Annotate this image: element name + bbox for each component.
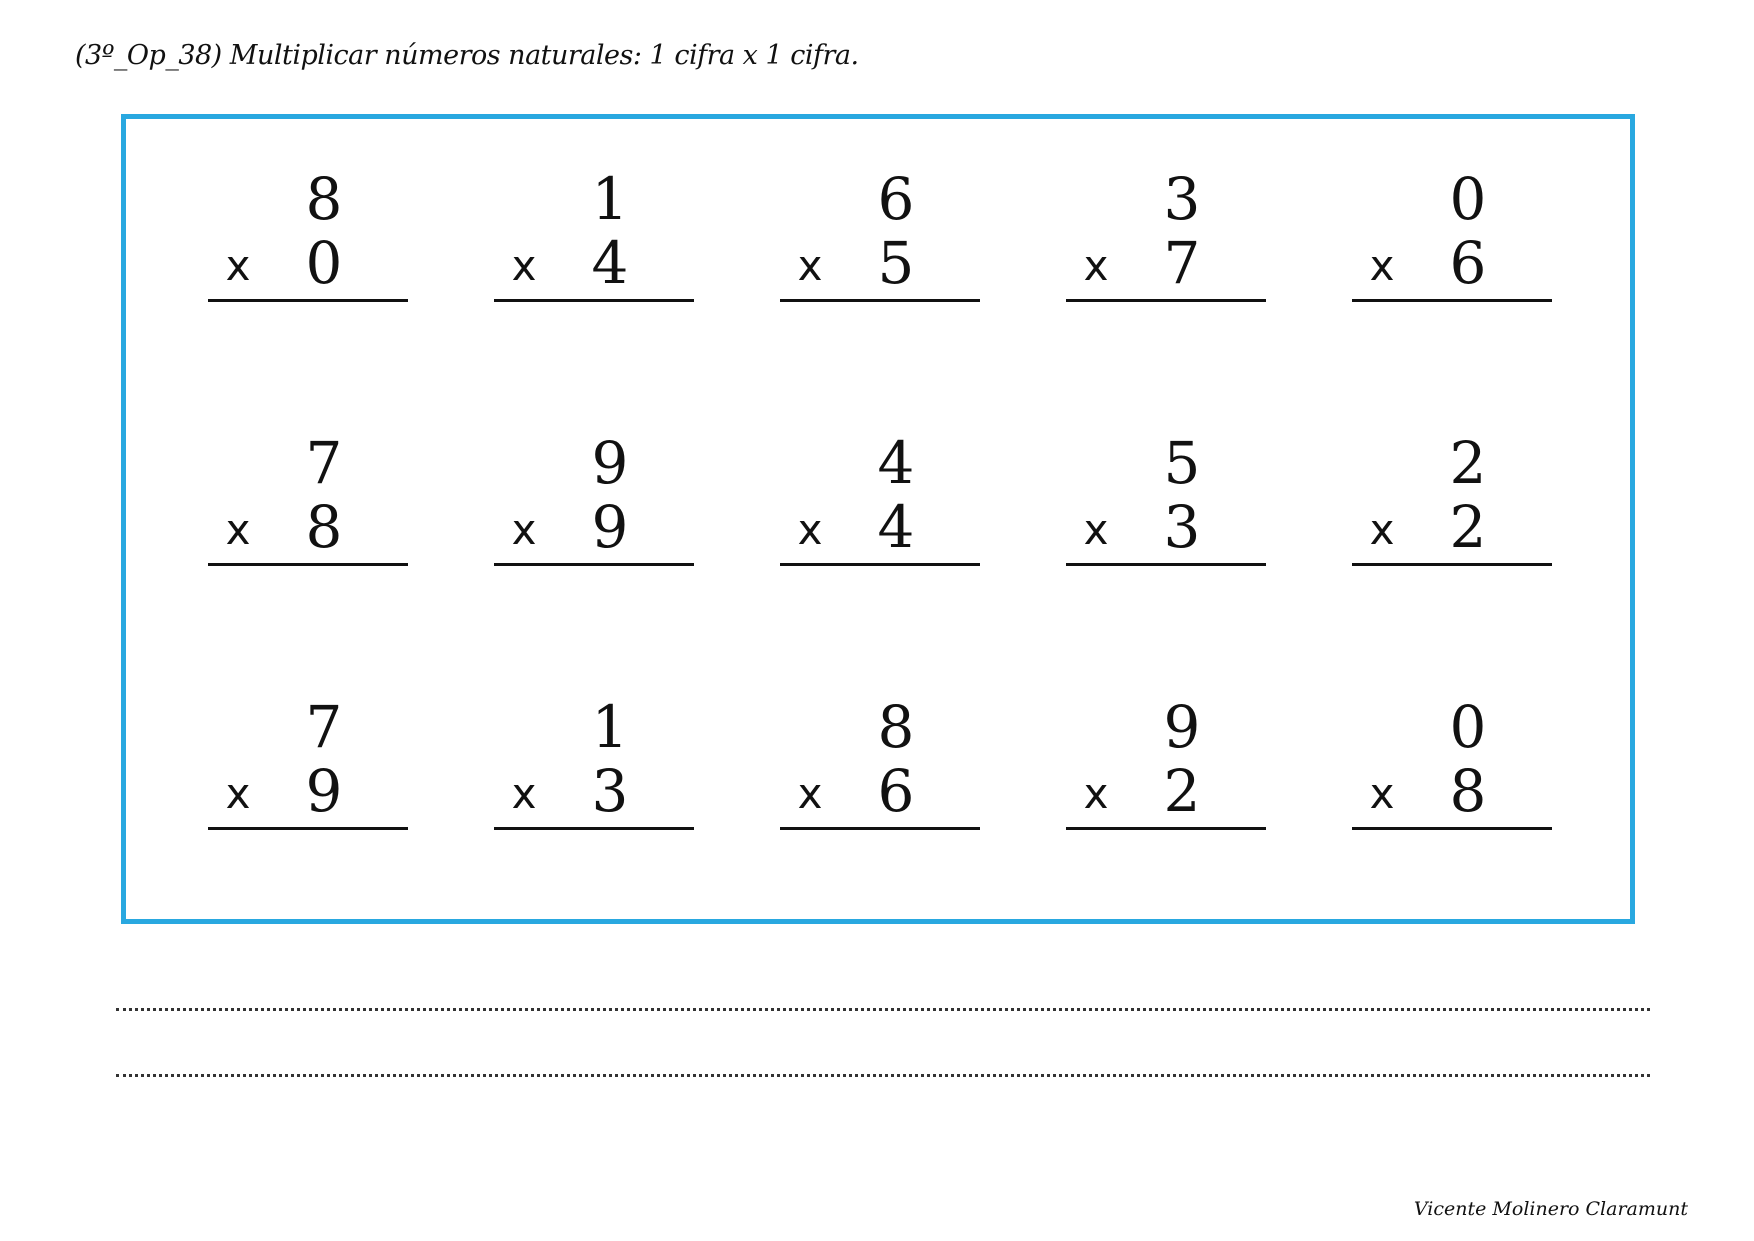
author-signature: Vicente Molinero Claramunt xyxy=(1413,1198,1688,1220)
multiplier: 8 xyxy=(305,493,343,561)
multiplier: 0 xyxy=(305,229,343,297)
multiplier: 4 xyxy=(591,229,629,297)
writing-line-1[interactable] xyxy=(116,1008,1650,1011)
problem-r1-c5 xyxy=(1352,167,1552,307)
answer-line[interactable] xyxy=(1352,827,1552,830)
problem-r2-c1 xyxy=(208,431,408,571)
answer-line[interactable] xyxy=(780,563,980,566)
problem-r3-c1 xyxy=(208,695,408,835)
multiplier: 9 xyxy=(591,493,629,561)
writing-line-2[interactable] xyxy=(116,1074,1650,1077)
multiplicand: 2 xyxy=(1449,429,1487,497)
times-sign: x xyxy=(1369,769,1395,818)
problem-r2-c5 xyxy=(1352,431,1552,571)
times-sign: x xyxy=(797,769,823,818)
answer-line[interactable] xyxy=(1066,563,1266,566)
problem-r2-c2 xyxy=(494,431,694,571)
times-sign: x xyxy=(1083,505,1109,554)
worksheet-title: (3º_Op_38) Multiplicar números naturales: 1 cifra x 1 cifra. xyxy=(75,40,859,71)
times-sign: x xyxy=(225,769,251,818)
times-sign: x xyxy=(511,241,537,290)
answer-line[interactable] xyxy=(208,299,408,302)
problem-r1-c4 xyxy=(1066,167,1266,307)
multiplier: 8 xyxy=(1449,757,1487,825)
multiplicand: 9 xyxy=(591,429,629,497)
times-sign: x xyxy=(1083,241,1109,290)
multiplicand: 0 xyxy=(1449,693,1487,761)
multiplicand: 7 xyxy=(305,429,343,497)
multiplicand: 3 xyxy=(1163,165,1201,233)
multiplier: 2 xyxy=(1449,493,1487,561)
answer-line[interactable] xyxy=(494,563,694,566)
multiplicand: 4 xyxy=(877,429,915,497)
problem-r1-c2 xyxy=(494,167,694,307)
problem-r3-c3 xyxy=(780,695,980,835)
multiplicand: 5 xyxy=(1163,429,1201,497)
times-sign: x xyxy=(797,241,823,290)
multiplicand: 9 xyxy=(1163,693,1201,761)
multiplier: 2 xyxy=(1163,757,1201,825)
problem-r2-c3 xyxy=(780,431,980,571)
multiplier: 6 xyxy=(877,757,915,825)
multiplier: 3 xyxy=(591,757,629,825)
multiplicand: 6 xyxy=(877,165,915,233)
multiplicand: 1 xyxy=(591,693,629,761)
multiplicand: 0 xyxy=(1449,165,1487,233)
answer-line[interactable] xyxy=(208,563,408,566)
multiplier: 4 xyxy=(877,493,915,561)
times-sign: x xyxy=(797,505,823,554)
problem-r1-c3 xyxy=(780,167,980,307)
problem-r2-c4 xyxy=(1066,431,1266,571)
problem-r1-c1 xyxy=(208,167,408,307)
multiplier: 3 xyxy=(1163,493,1201,561)
answer-line[interactable] xyxy=(208,827,408,830)
times-sign: x xyxy=(1369,241,1395,290)
times-sign: x xyxy=(1083,769,1109,818)
times-sign: x xyxy=(225,241,251,290)
multiplier: 9 xyxy=(305,757,343,825)
answer-line[interactable] xyxy=(1352,299,1552,302)
multiplicand: 1 xyxy=(591,165,629,233)
multiplier: 7 xyxy=(1163,229,1201,297)
answer-line[interactable] xyxy=(494,827,694,830)
times-sign: x xyxy=(511,505,537,554)
multiplicand: 8 xyxy=(305,165,343,233)
times-sign: x xyxy=(511,769,537,818)
answer-line[interactable] xyxy=(1066,299,1266,302)
times-sign: x xyxy=(1369,505,1395,554)
multiplier: 5 xyxy=(877,229,915,297)
answer-line[interactable] xyxy=(780,827,980,830)
problem-r3-c5 xyxy=(1352,695,1552,835)
answer-line[interactable] xyxy=(1352,563,1552,566)
answer-line[interactable] xyxy=(1066,827,1266,830)
times-sign: x xyxy=(225,505,251,554)
problem-r3-c4 xyxy=(1066,695,1266,835)
exercise-frame xyxy=(121,114,1635,924)
answer-line[interactable] xyxy=(494,299,694,302)
problem-r3-c2 xyxy=(494,695,694,835)
multiplicand: 7 xyxy=(305,693,343,761)
multiplicand: 8 xyxy=(877,693,915,761)
multiplier: 6 xyxy=(1449,229,1487,297)
answer-line[interactable] xyxy=(780,299,980,302)
